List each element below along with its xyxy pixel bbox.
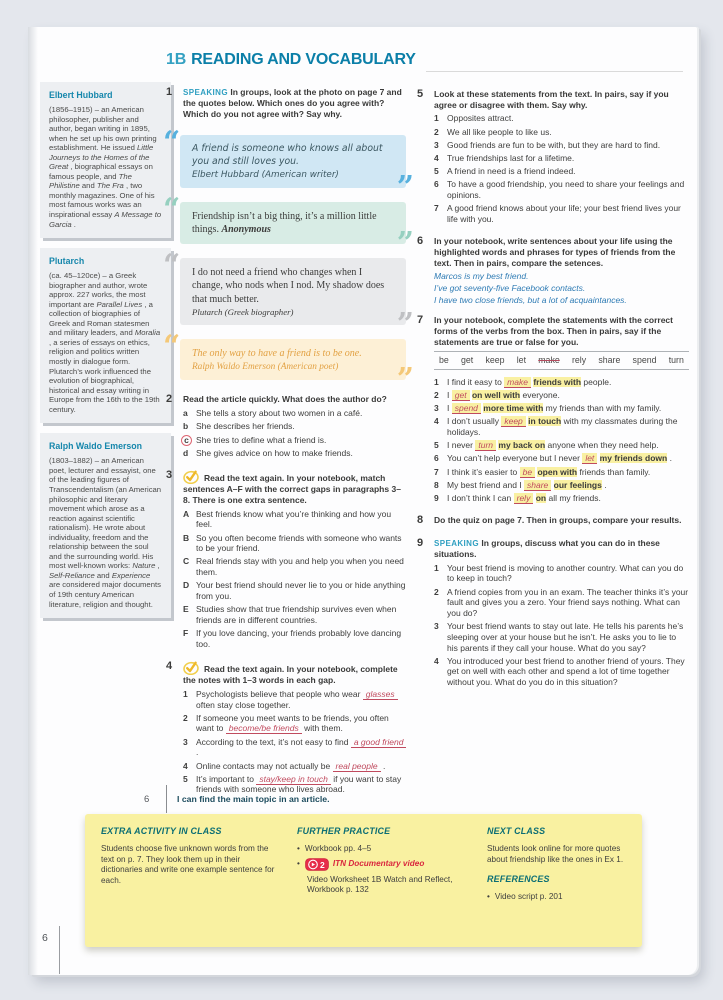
svg-text:2: • 2 bbox=[319, 859, 325, 870]
statement-row: 4 True friendships last for a lifetime. bbox=[434, 153, 575, 164]
sentence-row: E Studies show that true friendship survives even when friends are in different countries. bbox=[183, 604, 397, 625]
gap-sentence-row: 1 Psychologists believe that people who wear glasses often stay close together. bbox=[183, 689, 407, 710]
sentence-row: A Best friends know what you’re thinking and how you feel. bbox=[183, 508, 392, 530]
video-worksheet-reference: Video Worksheet 1B Watch and Reflect, Workbook p. 132 bbox=[307, 874, 453, 895]
can-do-text: I can find the main topic in an article. bbox=[177, 794, 330, 804]
close-quote-icon bbox=[397, 365, 414, 395]
exercise-instruction: Read the article quickly. What does the author do? bbox=[183, 394, 387, 405]
example-sentence: I have two close friends, but a lot of acquaintances. bbox=[434, 294, 627, 305]
video-2-icon bbox=[305, 858, 329, 871]
exercise-instruction: SPEAKING In groups, discuss what you can do in these situations. bbox=[434, 537, 660, 559]
gap-statement-row: 8 My best friend and I share our feelings . bbox=[434, 479, 607, 490]
situation-row: 4 You introduced your best friend to another friend of yours. They get on well with each other and spend a lot of time together without you. What do you do in this situation? bbox=[434, 655, 685, 688]
can-do-divider bbox=[166, 785, 167, 813]
quote-text: Friendship isn’t a big thing, it’s a million little things. Anonymous bbox=[192, 210, 377, 236]
extra-activity-title: EXTRA ACTIVITY IN CLASS bbox=[101, 826, 222, 836]
teachers-book-page bbox=[28, 27, 697, 975]
situation-row: 3 Your best friend wants to stay out late. He tells his parents he’s sleeping over at your house but he isn’t. He asks you to lie to his parents if they call your house. What do you say? bbox=[434, 621, 684, 653]
quote-text: The only way to have a friend is to be one. bbox=[192, 348, 362, 360]
gap-statement-row: 2 I get on well with everyone. bbox=[434, 389, 560, 400]
answer-circle: c bbox=[181, 435, 192, 446]
exercise-number: 3 bbox=[166, 469, 173, 482]
exercise-instruction: Read the text again. In your notebook, complete the notes with 1–3 words in each gap. bbox=[183, 661, 407, 686]
left-column bbox=[166, 87, 407, 807]
exercise-instruction: Look at these statements from the text. In pairs, say if you agree or disagree with them. Say why. bbox=[434, 89, 669, 110]
exercise-5 bbox=[417, 89, 689, 227]
further-practice-title: FURTHER PRACTICE bbox=[297, 826, 391, 836]
exercise-instruction: In your notebook, write sentences about your life using the highlighted words and phrases for types of friends from the text. Then in pairs, compare the setences. bbox=[434, 236, 676, 268]
next-class-title: NEXT CLASS bbox=[487, 826, 546, 836]
gap-statement-row: 6 You can’t help everyone but I never let my friends down . bbox=[434, 453, 672, 464]
exercise-3 bbox=[166, 470, 407, 652]
extra-activity-column bbox=[101, 826, 283, 887]
statement-row: 1 Opposites attract. bbox=[434, 113, 514, 124]
exercise-7 bbox=[417, 315, 689, 506]
quote-author: Elbert Hubbard (American writer) bbox=[192, 169, 339, 180]
exercise-instruction: Read the text again. In your notebook, match sentences A–F with the correct gaps in paragraphs 3–8. There is one extra sentence. bbox=[183, 470, 407, 505]
close-quote-icon bbox=[397, 173, 414, 203]
video-reference bbox=[297, 859, 477, 871]
bio-text: (ca. 45–120ce) – a Greek biographer and author, wrote approx. 227 works, the most important are Parallel Lives , a collection of biographies of Greek and Roman statesmen and military leaders, and Moralia , a series of essays on ethics, religion and politics written mostly in dialogue form. Plutarch’s work influenced the evolution of biographical, historical and essay writing in Europe from the 16th to the 19th century. bbox=[49, 271, 161, 414]
speaking-tag: SPEAKING bbox=[183, 88, 228, 97]
quote-card-plutarch bbox=[180, 258, 406, 326]
gap-statement-row: 3 I spend more time with my friends than with my family. bbox=[434, 403, 662, 414]
further-practice-column bbox=[297, 826, 477, 896]
open-quote-icon bbox=[163, 128, 180, 158]
speaking-tag: SPEAKING bbox=[434, 538, 479, 548]
lesson-title: READING AND VOCABULARY bbox=[191, 51, 416, 68]
statement-row: 5 A friend in need is a friend indeed. bbox=[434, 166, 576, 177]
next-class-column bbox=[487, 826, 629, 907]
gap-statement-row: 9 I don’t think I can rely on all my friends. bbox=[434, 492, 601, 503]
bio-card-ralph-waldo-emerson bbox=[40, 433, 171, 618]
gap-sentence-row: 5 It’s important to stay/keep in touch if you want to stay friends with someone who lives abroad. bbox=[183, 773, 402, 795]
situation-row: 2 A friend copies from you in an exam. The teacher thinks it’s your fault and gives you a zero. Your friend says nothing. What can you do? bbox=[434, 586, 689, 618]
sentence-row: D Your best friend should never lie to you or hide anything from you. bbox=[183, 580, 406, 602]
next-class-text: Students look online for more quotes about friendship like the ones in Ex 1. bbox=[487, 843, 624, 864]
exercise-number: 9 bbox=[417, 536, 424, 549]
page-number-area bbox=[42, 926, 60, 974]
exercise-2 bbox=[166, 394, 407, 461]
right-column bbox=[417, 89, 689, 699]
exam-task-check-icon bbox=[183, 470, 199, 484]
page-number: 6 bbox=[42, 932, 48, 944]
open-quote-icon bbox=[163, 195, 180, 225]
exercise-instruction: In your notebook, complete the statements with the correct forms of the verbs from the box. Then in pairs, say if the statements are true or false for you. bbox=[434, 315, 673, 347]
quotes-list bbox=[180, 135, 406, 380]
can-do-reference-number: 6 bbox=[144, 793, 150, 805]
quote-author: Anonymous bbox=[221, 224, 271, 236]
option-row-answer: c She tries to define what a friend is. bbox=[183, 435, 407, 446]
exercise-number: 4 bbox=[166, 660, 173, 673]
quote-author: Plutarch (Greek biographer) bbox=[192, 307, 294, 318]
statement-row: 6 To have a good friendship, you need to share your feelings and opinions. bbox=[434, 179, 685, 201]
extra-activity-text: Students choose five unknown words from the text on p. 7. They look them up in their dictionaries and write one example sentence for each. bbox=[101, 843, 275, 886]
close-quote-icon bbox=[397, 229, 414, 259]
bio-text: (1803–1882) – an American poet, lecturer and essayist, one of the leading figures of Transcendentalism (an American philosophic and literary movement which arose as a reaction against scientific rationalism). He wrote about individuality, freedom and the relationship between the soul and the surrounding world. His most well-known works: Nature , Self-Reliance and Experience are considered major documents of 19th century American literature, religion and thought. bbox=[49, 456, 162, 609]
situation-row: 1 Your best friend is moving to another country. What can you do to keep in touch? bbox=[434, 562, 684, 584]
gap-sentence-row: 4 Online contacts may not actually be real people . bbox=[183, 760, 386, 771]
gap-statement-row: 5 I never turn my back on anyone when they need help. bbox=[434, 440, 659, 451]
heading-rule bbox=[426, 71, 683, 72]
sentence-row: C Real friends stay with you and help you when you need them. bbox=[183, 556, 404, 578]
quote-card-hubbard bbox=[180, 135, 406, 187]
biography-sidebar bbox=[40, 82, 171, 628]
statement-row: 3 Good friends are fun to be with, but they are hard to find. bbox=[434, 139, 661, 150]
exercise-1 bbox=[166, 87, 407, 122]
gap-statement-row: 1 I find it easy to make friends with people. bbox=[434, 376, 612, 387]
references-title: REFERENCES bbox=[487, 874, 550, 885]
video-title: ITN Documentary video bbox=[332, 858, 425, 868]
sentence-row: B So you often become friends with someone who wants to be your friend. bbox=[183, 532, 402, 554]
workbook-reference: • Workbook pp. 4–5 bbox=[297, 844, 477, 855]
quote-card-emerson bbox=[180, 339, 406, 380]
bio-name: Ralph Waldo Emerson bbox=[49, 441, 143, 452]
verb-word-box: be get keep let make rely share spend turn bbox=[434, 351, 689, 370]
gap-statement-row: 7 I think it’s easier to be open with friends than family. bbox=[434, 466, 651, 477]
quote-author: Ralph Waldo Emerson (American poet) bbox=[192, 361, 339, 372]
exercise-number: 1 bbox=[166, 86, 173, 98]
bio-name: Elbert Hubbard bbox=[49, 90, 113, 100]
exercise-instruction: Do the quiz on page 7. Then in groups, compare your results. bbox=[434, 515, 682, 526]
teacher-notes-panel bbox=[85, 814, 642, 947]
exercise-number: 5 bbox=[417, 88, 424, 100]
exercise-instruction: SPEAKING In groups, look at the photo on page 7 and the quotes below. Which ones do you agree with? Which do you not agree with? Say why. bbox=[183, 87, 402, 119]
lesson-code: 1B bbox=[166, 51, 187, 68]
option-row: b She describes her friends. bbox=[183, 421, 295, 432]
exam-task-check-icon bbox=[183, 661, 199, 675]
quote-text: A friend is someone who knows all about you and still loves you. bbox=[192, 143, 383, 168]
quote-card-anonymous bbox=[180, 202, 406, 244]
exercise-number: 8 bbox=[417, 514, 424, 527]
exercise-number: 6 bbox=[417, 235, 424, 248]
bio-card-plutarch bbox=[40, 248, 171, 423]
close-quote-icon bbox=[397, 310, 414, 340]
reference-item: • Video script p. 201 bbox=[487, 892, 629, 903]
exercise-6 bbox=[417, 236, 689, 306]
option-row: a She tells a story about two women in a café. bbox=[183, 408, 363, 419]
bio-card-elbert-hubbard bbox=[40, 82, 171, 238]
exercise-number: 2 bbox=[166, 393, 173, 406]
open-quote-icon bbox=[163, 251, 180, 281]
gap-sentence-row: 2 If someone you meet wants to be friends, you often want to become/be friends with them. bbox=[183, 712, 389, 734]
lesson-heading bbox=[166, 51, 416, 69]
bio-text: (1856–1915) – an American philosopher, publisher and author, began writing in 1895, when he set up his own printing establishment. He issued Little Journeys to the Homes of the Great , biographical essays on famous people, and The Philistine and The Fra , two monthly magazines. One of his most famous works was an inspirational essay A Message to Garcia . bbox=[49, 105, 162, 229]
statement-row: 7 A good friend knows about your life; your best friend lives your life with you. bbox=[434, 203, 681, 225]
page-number-rule bbox=[59, 926, 60, 974]
exercise-4 bbox=[166, 661, 407, 798]
example-sentence: I’ve got seventy-five Facebook contacts. bbox=[434, 283, 586, 294]
gap-sentence-row: 3 According to the text, it’s not easy to find a good friend . bbox=[183, 737, 407, 758]
statement-row: 2 We all like people to like us. bbox=[434, 126, 552, 137]
quote-text: I do not need a friend who changes when I change, who nods when I nod. My shadow does that much better. bbox=[192, 266, 385, 305]
example-sentence: Marcos is my best friend. bbox=[434, 271, 529, 282]
option-row: d She gives advice on how to make friends. bbox=[183, 448, 353, 459]
sentence-row: F If you love dancing, your friends probably love dancing too. bbox=[183, 628, 402, 649]
can-do-statement bbox=[144, 785, 330, 813]
bio-name: Plutarch bbox=[49, 256, 85, 267]
gap-statement-row: 4 I don’t usually keep in touch with my classmates during the holidays. bbox=[434, 416, 678, 437]
open-quote-icon bbox=[163, 332, 180, 362]
exercise-number: 7 bbox=[417, 314, 424, 327]
exercise-8 bbox=[417, 515, 689, 529]
exercise-9 bbox=[417, 538, 689, 691]
